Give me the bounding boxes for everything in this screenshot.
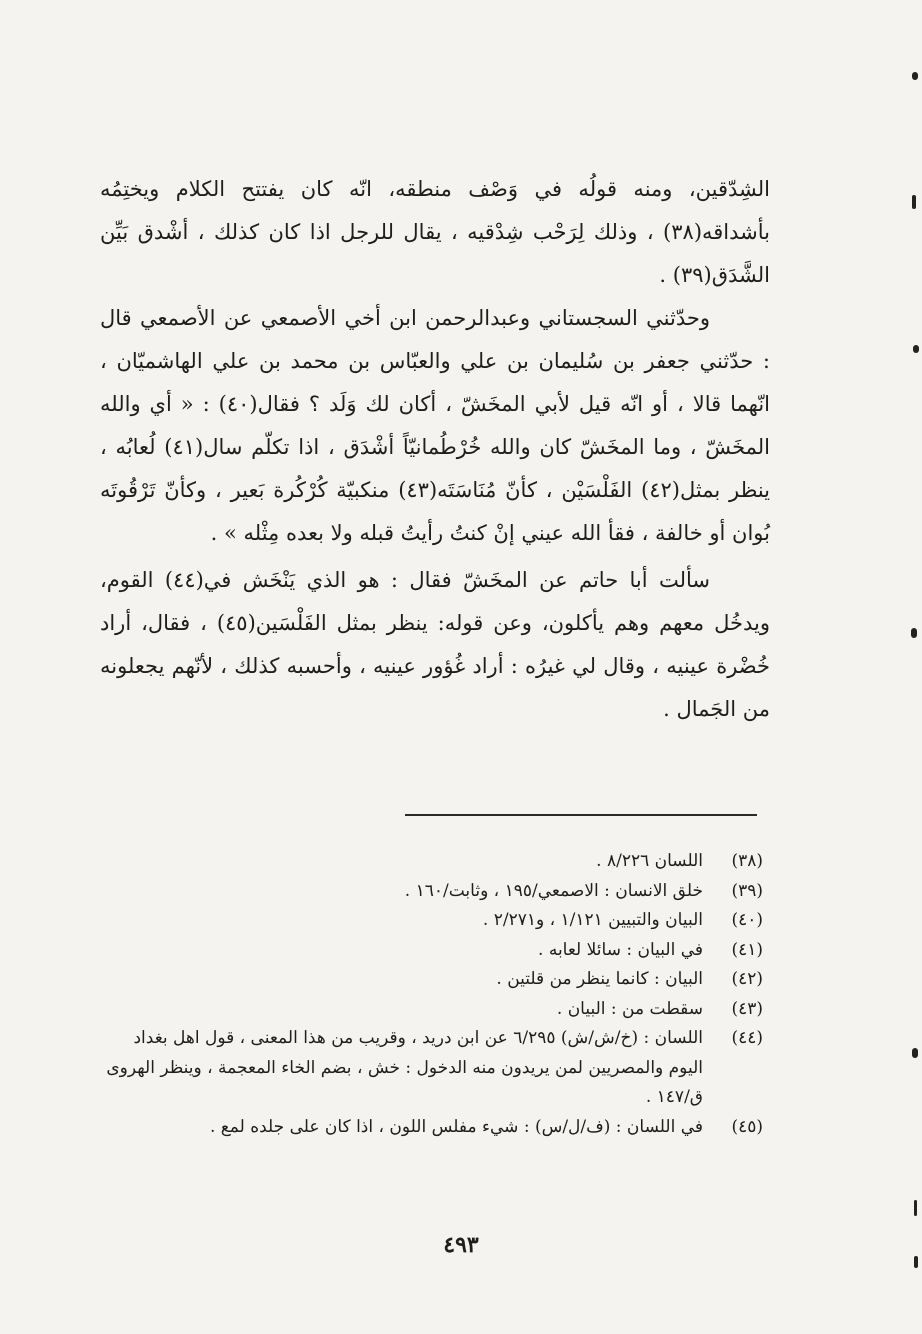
- footnote: [100, 906, 763, 936]
- footnote-text: اللسان ٨/٢٢٦ .: [596, 851, 703, 871]
- footnote: [100, 847, 763, 877]
- scan-mark: [913, 345, 919, 353]
- footnote-number: (٤١): [731, 939, 763, 960]
- footnote: [100, 1024, 763, 1113]
- footnote-text: خلق الانسان : الاصمعي/١٩٥ ، وثابت/١٦٠ .: [404, 880, 703, 901]
- scan-mark: [914, 1200, 917, 1216]
- footnote-separator: [405, 814, 757, 816]
- footnote-text: البيان : كانما ينظر من قلتين .: [496, 969, 703, 989]
- footnotes: [100, 847, 763, 1142]
- footnote-text: في البيان : سائلا لعابه .: [538, 939, 703, 960]
- footnote-text: في اللسان : (ف/ل/س) : شيء مفلس اللون ، اذا كان على جلده لمع .: [209, 1116, 703, 1137]
- footnote-text: البيان والتبيين ١/١٢١ ، و٢/٢٧١ .: [482, 910, 703, 930]
- footnote-number: (٤٠): [731, 910, 763, 930]
- scan-mark: [914, 1256, 918, 1268]
- paragraph: وحدّثني السجستاني وعبدالرحمن ابن أخي الأصمعي عن الأصمعي قال : حدّثني جعفر بن سُليمان بن علي والعبّاس بن محمد بن علي الهاشميّان ، انّهما قالا ، أو انّه قيل لأبي المخَشّ ، أكان لك وَلَد ؟ فقال(٤٠) : « أي والله المخَشّ ، وما المخَشّ كان والله خُرْطُمانيّاً أشْدَق ، اذا تكلّم سال(٤١) لُعابُه ، ينظر بمثل(٤٢) الفَلْسَيْن ، كأنّ مُنَاسَتَه(٤٣) منكبيّة كُرْكُرة بَعير ، وكأنّ تَرْقُوتَه بُوان أو خالفة ، فقأ الله عيني إنْ كنتُ رأيتُ قبله ولا بعده مِثْله » .: [100, 306, 771, 545]
- footnote-number: (٣٨): [731, 851, 763, 871]
- footnote: [100, 1113, 763, 1143]
- footnote: [100, 936, 763, 966]
- footnote-number: (٤٣): [731, 998, 763, 1019]
- scan-mark: [912, 1048, 918, 1058]
- scan-mark: [912, 72, 918, 80]
- scan-mark: [912, 195, 916, 209]
- page-number: ٤٩٣: [443, 1232, 479, 1258]
- footnote-number: (٣٩): [731, 880, 763, 901]
- footnote-number: (٤٥): [731, 1116, 763, 1137]
- footnote-text: سقطت من : البيان .: [556, 998, 703, 1019]
- footnote-number: (٤٢): [731, 969, 763, 989]
- footnote-number: (٤٤): [731, 1028, 763, 1048]
- main-text: [100, 168, 770, 731]
- footnote: [100, 965, 763, 995]
- footnote: [100, 995, 763, 1025]
- scan-mark: [911, 628, 917, 638]
- footnote: [100, 877, 763, 907]
- footnote-text: اللسان : (خ/ش/ش) ٦/٢٩٥ عن ابن دريد ، وقريب من هذا المعنى ، قول اهل بغداد اليوم والمصريين لمن يريدون منه الدخول : خش ، بضم الخاء المعجمة ، وينظر الهروى ق/١٤٧ .: [106, 1028, 703, 1107]
- paragraph: سألت أبا حاتم عن المخَشّ فقال : هو الذي يَنْخَش في(٤٤) القوم، ويدخُل معهم وهم يأكلون، وعن قوله: ينظر بمثل الفَلْسَين(٤٥) ، فقال، أراد خُضْرة عينيه ، وقال لي غيرُه : أراد غُؤور عينيه ، وأحسبه كذلك ، لأنّهم يجعلونه من الجَمال .: [100, 568, 770, 721]
- paragraph: الشِدّقين، ومنه قولُه في وَصْف منطقه، انّه كان يفتتح الكلام ويختِمُه بأشداقه(٣٨) ، وذلك لِرَحْب شِدْقيه ، يقال للرجل اذا كان كذلك ، أشْدق بَيِّن الشَّدَق(٣٩) .: [100, 177, 770, 287]
